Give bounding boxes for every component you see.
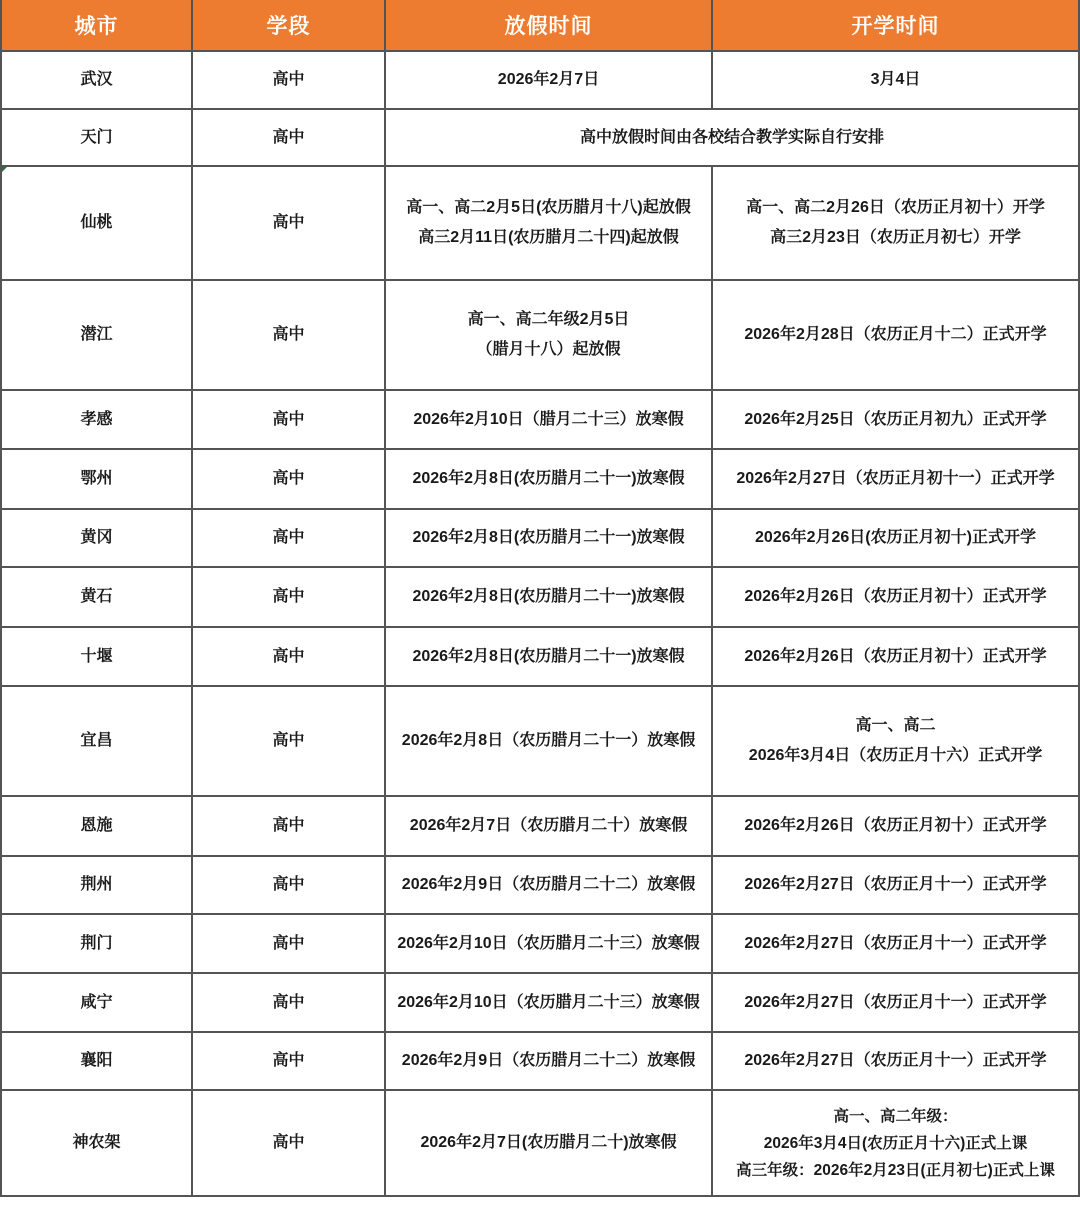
cell-text-line: 高中: [272, 817, 305, 834]
holiday-time-cell: [386, 450, 713, 510]
stage-cell: [193, 974, 386, 1033]
reopen-time-cell: [713, 1033, 1080, 1091]
cell-text-line: 高中: [272, 410, 305, 428]
holiday-time-cell: [386, 1033, 713, 1091]
holiday-time-cell: [386, 167, 713, 281]
table-row-仙桃: [2, 167, 1080, 281]
stage-cell: [193, 391, 386, 450]
cell-text-line: 高一、高二年级：: [833, 1107, 958, 1125]
city-cell: [2, 281, 193, 391]
cell-text-line: 2026年3月4日(农历正月十六)正式上课: [763, 1134, 1028, 1152]
table-row-咸宁: [2, 974, 1080, 1033]
cell-text-line: 2026年2月8日(农历腊月二十一)放寒假: [412, 470, 685, 487]
cell-text-line: 2026年2月8日(农历腊月二十一)放寒假: [412, 647, 685, 665]
cell-text-line: 2026年2月27日（农历正月十一）正式开学: [744, 876, 1047, 893]
reopen-time-cell: [713, 568, 1080, 628]
stage-cell: [193, 1091, 386, 1197]
cell-text-line: 2026年2月28日（农历正月十二）正式开学: [744, 326, 1047, 343]
cell-text-line: 高一、高二: [855, 717, 936, 734]
holiday-time-cell: [386, 628, 713, 687]
holiday-time-cell: [386, 52, 713, 110]
merged-note-cell: [386, 110, 1080, 167]
cell-text-line: 2026年2月9日（农历腊月二十二）放寒假: [401, 1052, 696, 1069]
table-row-潜江: [2, 281, 1080, 391]
cell-text-line: 荆州: [80, 876, 113, 893]
city-cell: [2, 510, 193, 568]
cell-text-line: 黄石: [80, 588, 113, 605]
table-row-宜昌: [2, 687, 1080, 797]
reopen-time-cell: [713, 628, 1080, 687]
header-stage-label: 学段: [266, 15, 311, 38]
table-row-神农架: [2, 1091, 1080, 1197]
cell-text-line: 2026年2月8日(农历腊月二十一)放寒假: [412, 588, 685, 605]
stage-cell: [193, 797, 386, 857]
cell-text-line: 孝感: [80, 410, 113, 428]
cell-text-line: 高中: [272, 326, 305, 343]
stage-cell: [193, 857, 386, 915]
table-row-鄂州: [2, 450, 1080, 510]
cell-text-line: 2026年2月27日（农历正月十一）正式开学: [744, 1052, 1047, 1069]
city-cell: [2, 391, 193, 450]
stage-cell: [193, 628, 386, 687]
stage-cell: [193, 450, 386, 510]
city-cell: [2, 167, 193, 281]
table-row-荆门: [2, 915, 1080, 974]
stage-cell: [193, 167, 386, 281]
cell-text-line: 2026年2月26日（农历正月初十）正式开学: [744, 817, 1047, 834]
stage-cell: [193, 281, 386, 391]
cell-text-line: 神农架: [72, 1134, 121, 1151]
holiday-time-cell: [386, 281, 713, 391]
cell-text-line: 2026年2月26日(农历正月初十)正式开学: [755, 529, 1036, 546]
reopen-time-cell: [713, 391, 1080, 450]
stage-cell: [193, 687, 386, 797]
cell-text-line: 高三年级：2026年2月23日(正月初七)正式上课: [736, 1161, 1055, 1179]
cell-text-line: 2026年2月10日（腊月二十三）放寒假: [413, 410, 684, 428]
reopen-time-cell: [713, 167, 1080, 281]
cell-text-line: 高中: [272, 529, 305, 546]
city-cell: [2, 1091, 193, 1197]
cell-text-line: 2026年2月26日（农历正月初十）正式开学: [744, 588, 1047, 605]
reopen-time-cell: [713, 797, 1080, 857]
cell-text-line: 2026年2月26日（农历正月初十）正式开学: [744, 647, 1047, 665]
cell-text-line: 潜江: [80, 326, 113, 343]
cell-text-line: 高中: [272, 876, 305, 893]
holiday-time-cell: [386, 797, 713, 857]
cell-text-line: 高中: [272, 588, 305, 605]
city-cell: [2, 797, 193, 857]
cell-text-line: 高中: [272, 1134, 305, 1151]
table-row-武汉: [2, 52, 1080, 110]
cell-text-line: 高一、高二2月5日(农历腊月十八)起放假: [406, 199, 691, 216]
stage-cell: [193, 1033, 386, 1091]
cell-text-line: 2026年3月4日（农历正月十六）正式开学: [748, 747, 1043, 764]
cell-text-line: 2026年2月8日(农历腊月二十一)放寒假: [412, 529, 685, 546]
reopen-time-cell: [713, 450, 1080, 510]
cell-text-line: 高中: [272, 1052, 305, 1069]
city-cell: [2, 857, 193, 915]
holiday-time-cell: [386, 687, 713, 797]
cell-text-line: 2026年2月7日（农历腊月二十）放寒假: [409, 817, 688, 834]
city-cell: [2, 568, 193, 628]
stage-cell: [193, 510, 386, 568]
reopen-time-cell: [713, 687, 1080, 797]
city-cell: [2, 110, 193, 167]
cell-text-line: 仙桃: [80, 214, 113, 231]
holiday-time-cell: [386, 1091, 713, 1197]
cell-text-line: 黄冈: [80, 529, 113, 546]
cell-text-line: 高中: [272, 470, 305, 487]
cell-text-line: 高中: [272, 934, 305, 952]
city-cell: [2, 450, 193, 510]
reopen-time-cell: [713, 857, 1080, 915]
cell-text-line: 荆门: [80, 934, 113, 952]
holiday-time-cell: [386, 857, 713, 915]
cell-text-line: 高三2月11日(农历腊月二十四)起放假: [418, 229, 679, 246]
cell-text-line: 高一、高二年级2月5日: [467, 311, 630, 328]
city-cell: [2, 687, 193, 797]
note-marker-triangle: [2, 167, 7, 172]
cell-text-line: 高中: [272, 214, 305, 231]
stage-cell: [193, 110, 386, 167]
cell-text-line: 高中: [272, 128, 305, 146]
cell-text-line: 襄阳: [80, 1052, 113, 1069]
header-holiday-label: 放假时间: [504, 15, 593, 38]
reopen-time-cell: [713, 510, 1080, 568]
table-row-十堰: [2, 628, 1080, 687]
city-cell: [2, 52, 193, 110]
stage-cell: [193, 52, 386, 110]
cell-text-line: 高中放假时间由各校结合教学实际自行安排: [579, 128, 884, 146]
header-cell-holiday-time: [386, 0, 713, 52]
city-cell: [2, 974, 193, 1033]
cell-text-line: 高中: [272, 732, 305, 749]
table-row-孝感: [2, 391, 1080, 450]
reopen-time-cell: [713, 281, 1080, 391]
city-cell: [2, 628, 193, 687]
cell-text-line: 2026年2月25日（农历正月初九）正式开学: [744, 410, 1047, 428]
holiday-table-body: [2, 52, 1080, 1197]
cell-text-line: 高一、高二2月26日（农历正月初十）开学: [746, 199, 1045, 216]
city-cell: [2, 1033, 193, 1091]
cell-text-line: 2026年2月10日（农历腊月二十三）放寒假: [397, 993, 700, 1011]
cell-text-line: 2026年2月27日（农历正月初十一）正式开学: [736, 470, 1055, 487]
holiday-time-cell: [386, 915, 713, 974]
reopen-time-cell: [713, 1091, 1080, 1197]
table-row-黄石: [2, 568, 1080, 628]
cell-text-line: 恩施: [80, 817, 113, 834]
table-row-荆州: [2, 857, 1080, 915]
cell-text-line: 2026年2月27日（农历正月十一）正式开学: [744, 934, 1047, 952]
cell-text-line: 咸宁: [80, 993, 113, 1011]
header-reopen-label: 开学时间: [851, 15, 940, 38]
cell-text-line: 2026年2月8日（农历腊月二十一）放寒假: [401, 732, 696, 749]
header-cell-stage: [193, 0, 386, 52]
table-row-襄阳: [2, 1033, 1080, 1091]
table-row-恩施: [2, 797, 1080, 857]
table-row-黄冈: [2, 510, 1080, 568]
table-header-row: [2, 0, 1080, 52]
stage-cell: [193, 915, 386, 974]
cell-text-line: 2026年2月27日（农历正月十一）正式开学: [744, 993, 1047, 1011]
cell-text-line: 2026年2月10日（农历腊月二十三）放寒假: [397, 934, 700, 952]
cell-text-line: 天门: [80, 128, 113, 146]
holiday-time-cell: [386, 391, 713, 450]
cell-text-line: 武汉: [80, 71, 113, 88]
cell-text-line: 十堰: [80, 647, 113, 665]
stage-cell: [193, 568, 386, 628]
table-row-天门: [2, 110, 1080, 167]
header-cell-city: [2, 0, 193, 52]
cell-text-line: 鄂州: [80, 470, 113, 487]
holiday-time-cell: [386, 510, 713, 568]
reopen-time-cell: [713, 974, 1080, 1033]
cell-text-line: 宜昌: [80, 732, 113, 749]
cell-text-line: 3月4日: [870, 71, 921, 88]
cell-text-line: 2026年2月7日(农历腊月二十)放寒假: [420, 1134, 677, 1151]
cell-text-line: 高中: [272, 71, 305, 88]
cell-text-line: 2026年2月9日（农历腊月二十二）放寒假: [401, 876, 696, 893]
holiday-time-cell: [386, 974, 713, 1033]
city-cell: [2, 915, 193, 974]
cell-text-line: 高三2月23日（农历正月初七）开学: [770, 229, 1021, 246]
holiday-time-cell: [386, 568, 713, 628]
cell-text-line: 高中: [272, 647, 305, 665]
cell-text-line: 高中: [272, 993, 305, 1011]
cell-text-line: （腊月十八）起放假: [476, 341, 621, 358]
reopen-time-cell: [713, 915, 1080, 974]
cell-text-line: 2026年2月7日: [497, 71, 600, 88]
header-cell-reopen-time: [713, 0, 1080, 52]
reopen-time-cell: [713, 52, 1080, 110]
header-city-label: 城市: [74, 15, 119, 38]
